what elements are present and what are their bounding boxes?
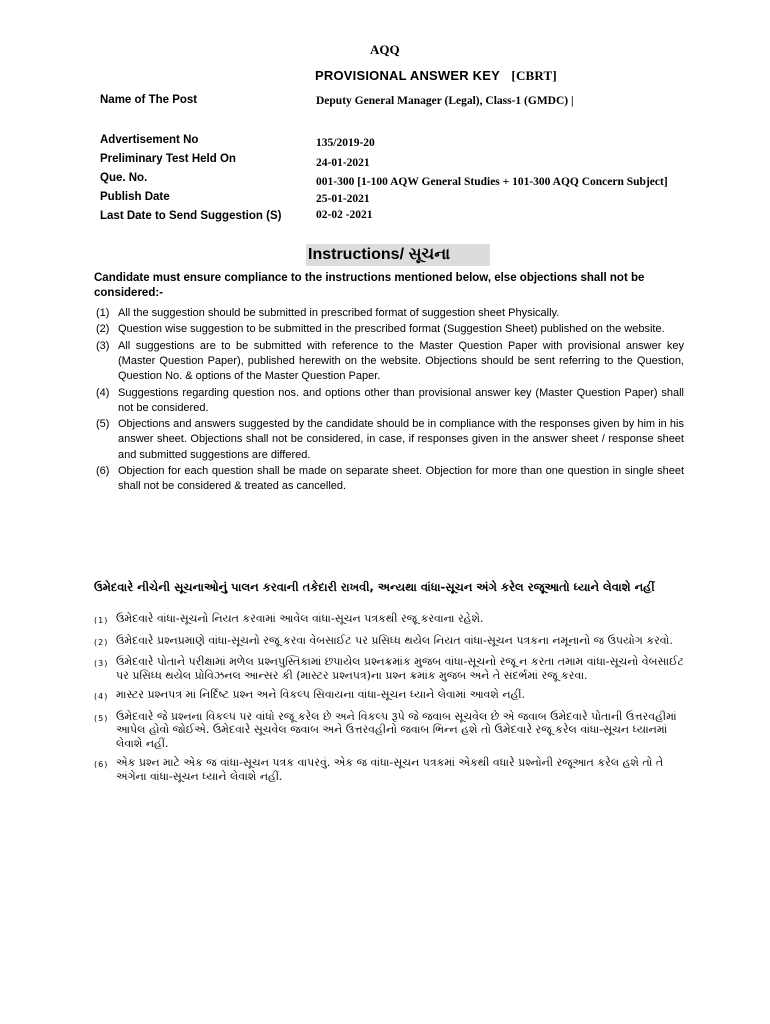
instruction-number: (2) xyxy=(96,323,110,336)
instruction-number: (3) xyxy=(96,339,110,352)
document-title-tag: [CBRT] xyxy=(511,68,557,83)
gujarati-instruction-item xyxy=(94,688,690,704)
instruction-text: Question wise suggestion to be submitted in the prescribed format (Suggestion Sheet) published on the website. xyxy=(118,323,665,336)
instruction-text: Suggestions regarding question nos. and options other than provisional answer key (Master Question Paper) shall not be considered. xyxy=(118,386,684,414)
paper-code: AQQ xyxy=(370,42,400,57)
gujarati-instructions-list xyxy=(94,612,690,789)
compliance-notice: Candidate must ensure compliance to the instructions mentioned below, else objections shall not be considered:- xyxy=(94,272,645,299)
instruction-text: Objections and answers suggested by the candidate should be in compliance with the responses given by him in his answer sheet. Objections shall not be considered, in case, if responses given in the answer sheet / response sheet and submitted suggestions are differed. xyxy=(118,418,684,461)
instruction-text: ઉમેદવારે પોતાને પરીક્ષામાં મળેલ પ્રશ્નપુસ્તિકામાં છપાયેલ પ્રશ્નક્રમાંક મુજબ વાંધા-સૂચનો રજૂ ન કરતા તમામ વાંધા-સૂચનો વેબસાઈટ પર પ્રસિધ્ધ થયેલ પ્રોવિઝનલ આન્સર કી (માસ્ટર પ્રશ્નપત્ર)ના પ્રશ્ન ક્રમાંક મુજબ અને તે સંદર્ભમાં રજૂ કરવા. xyxy=(116,655,684,682)
last-date-value: 02-02 -2021 xyxy=(316,209,373,221)
instruction-number: (6) xyxy=(94,760,109,769)
question-range-value: 001-300 [1-100 AQW General Studies + 101-300 AQQ Concern Subject] xyxy=(316,176,668,188)
advertisement-label: Advertisement No xyxy=(100,134,199,146)
document-title xyxy=(315,68,557,84)
preliminary-test-label: Preliminary Test Held On xyxy=(100,153,236,165)
english-instructions-list xyxy=(96,306,684,496)
advertisement-value: 135/2019-20 xyxy=(316,137,375,149)
publish-date-value: 25-01-2021 xyxy=(316,193,370,205)
instruction-number: (4) xyxy=(94,692,109,701)
instruction-text: માસ્ટર પ્રશ્નપત્ર માં નિર્દિષ્ટ પ્રશ્ન અને વિકલ્પ સિવાયના વાંધા-સૂચન ધ્યાને લેવામાં આવશે નહીં. xyxy=(116,688,526,701)
last-date-label: Last Date to Send Suggestion (S) xyxy=(100,210,282,222)
english-instruction-item xyxy=(96,322,684,337)
english-instruction-item xyxy=(96,339,684,385)
gujarati-instruction-item xyxy=(94,634,690,650)
instruction-number: (3) xyxy=(94,659,109,668)
instruction-number: (1) xyxy=(94,616,109,625)
post-label: Name of The Post xyxy=(100,94,198,106)
instruction-text: All the suggestion should be submitted in prescribed format of suggestion sheet Physically. xyxy=(118,307,560,319)
english-instruction-item xyxy=(96,306,684,321)
instruction-number: (6) xyxy=(96,464,110,477)
post-value: Deputy General Manager (Legal), Class-1 (GMDC) | xyxy=(316,95,574,107)
instruction-text: ઉમેદવારે વાંધા-સૂચનો નિયત કરવામાં આવેલ વાંધા-સૂચન પત્રકથી રજૂ કરવાના રહેશે. xyxy=(116,612,484,625)
gujarati-instruction-item xyxy=(94,756,690,783)
english-instruction-item xyxy=(96,464,684,494)
instruction-number: (5) xyxy=(96,418,110,431)
instruction-number: (5) xyxy=(94,713,109,723)
instruction-number: (2) xyxy=(94,637,109,647)
instruction-text: All suggestions are to be submitted with reference to the Master Question Paper with provisional answer key (Master Question Paper), published herewith on the website. Objections should be sent referring to the Question, Question No. & options of the Master Question Paper. xyxy=(118,339,684,383)
instruction-text: એક પ્રશ્ન માટે એક જ વાંધા-સૂચન પત્રક વાપરવું. એક જ વાંધા-સૂચન પત્રકમાં એકથી વધારે પ્રશ્નોની રજૂઆત કરેલ હશે તો તે અંગેના વાંધા-સૂચન ધ્યાને લેવાશે નહીં. xyxy=(116,756,664,783)
english-instruction-item xyxy=(96,417,684,463)
document-title-text: PROVISIONAL ANSWER KEY xyxy=(315,68,500,83)
gujarati-instruction-item xyxy=(94,710,690,751)
gujarati-instruction-item xyxy=(94,655,690,682)
instruction-text: ઉમેદવારે જે પ્રશ્નના વિકલ્પ પર વાંધો રજૂ કરેલ છે અને વિકલ્પ રૂપે જે જવાબ સૂચવેલ છે એ જવાબ ઉમેદવારે પોતાની ઉત્તરવહીમાં આપેલ હોવો જોઈએ. ઉમેદવારે સૂચવેલ જવાબ અને ઉત્તરવહીનો જવાબ ભિન્ન હશે તો ઉમેદવારે રજૂ કરેલ વાંધા-સૂચન ધ્યાનમાં લેવાશે નહીં. xyxy=(116,709,677,750)
publish-date-label: Publish Date xyxy=(100,191,170,203)
preliminary-test-value: 24-01-2021 xyxy=(316,157,370,169)
instruction-number: (1) xyxy=(96,307,110,319)
question-range-label: Que. No. xyxy=(100,172,148,184)
english-instruction-item xyxy=(96,386,684,416)
gujarati-heading: ઉમેદવારે નીચેની સૂચનાઓનું પાલન કરવાની તકેદારી રાખવી, અન્યથા વાંધા-સૂચન અંગે કરેલ રજૂઆતો ધ્યાને લેવાશે નહીં xyxy=(94,580,655,594)
instruction-text: Objection for each question shall be made on separate sheet. Objection for more than one question in single sheet shall not be considered & treated as cancelled. xyxy=(118,464,684,493)
instructions-heading: Instructions/ સૂચના xyxy=(306,244,490,266)
instruction-text: ઉમેદવારે પ્રશ્નપ્રમાણે વાંધા-સૂચનો રજૂ કરવા વેબસાઈટ પર પ્રસિધ્ધ થયેલ નિયત વાંધા-સૂચન પત્રકના નમૂનાનો જ ઉપયોગ કરવો. xyxy=(116,633,673,647)
gujarati-instruction-item xyxy=(94,612,690,628)
instruction-number: (4) xyxy=(96,386,110,399)
